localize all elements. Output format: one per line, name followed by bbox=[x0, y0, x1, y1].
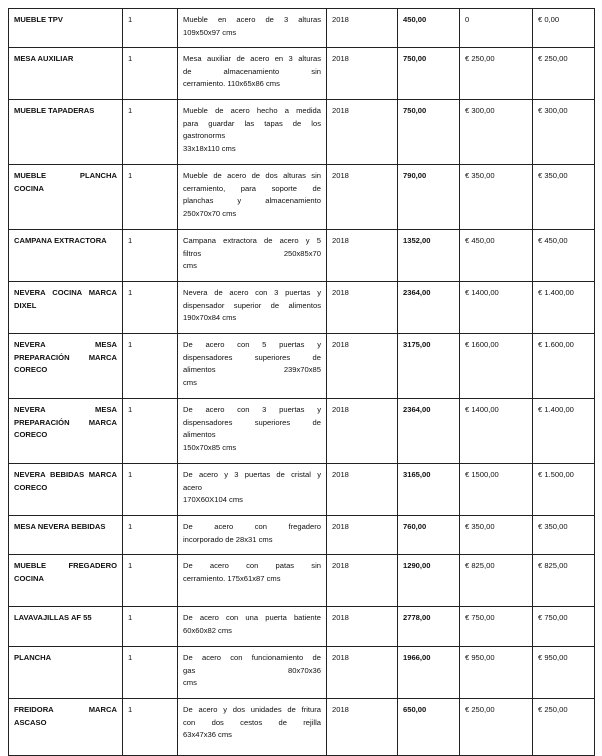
item-description bbox=[178, 699, 327, 756]
item-total: € 1.400,00 bbox=[533, 282, 595, 334]
item-year: 2018 bbox=[327, 165, 398, 230]
description-line: cms bbox=[183, 377, 197, 387]
description-line: planchas y almacenamiento bbox=[183, 196, 321, 205]
description-line: De acero con fregadero bbox=[183, 522, 321, 531]
item-description bbox=[178, 165, 327, 230]
item-description bbox=[178, 9, 327, 48]
item-total: € 1.400,00 bbox=[533, 399, 595, 464]
item-value: € 1400,00 bbox=[460, 399, 533, 464]
description-line: para guardar las tapas de los bbox=[183, 118, 321, 128]
item-name: FREIDORA MARCA ASCASO bbox=[9, 699, 123, 756]
item-price: 3165,00 bbox=[398, 464, 460, 516]
table-row bbox=[9, 282, 595, 334]
item-price: 1290,00 bbox=[398, 555, 460, 607]
item-total: € 450,00 bbox=[533, 230, 595, 282]
description-line: 109x50x97 cms bbox=[183, 27, 237, 37]
description-line: cms bbox=[183, 678, 197, 687]
description-line: incorporado de 28x31 cms bbox=[183, 534, 273, 544]
inventory-table bbox=[8, 8, 595, 756]
description-line: De acero con 5 puertas y bbox=[183, 340, 321, 349]
item-value: € 450,00 bbox=[460, 230, 533, 282]
item-description bbox=[178, 647, 327, 699]
description-line: alimentos 239x70x85 bbox=[183, 365, 321, 374]
description-line: dispensadores superiores de bbox=[183, 352, 321, 362]
description-line: gas 80x70x36 bbox=[183, 665, 321, 675]
description-line: con dos cestos de rejilla bbox=[183, 717, 321, 727]
item-total: € 350,00 bbox=[533, 165, 595, 230]
item-year: 2018 bbox=[327, 282, 398, 334]
item-year: 2018 bbox=[327, 464, 398, 516]
item-year: 2018 bbox=[327, 100, 398, 165]
item-value: € 350,00 bbox=[460, 165, 533, 230]
table-row bbox=[9, 555, 595, 607]
item-name: MUEBLE TPV bbox=[9, 9, 123, 48]
item-total: € 250,00 bbox=[533, 48, 595, 100]
description-line: 190x70x84 cms bbox=[183, 313, 237, 322]
item-price: 450,00 bbox=[398, 9, 460, 48]
item-quantity: 1 bbox=[123, 399, 178, 464]
item-value: 0 bbox=[460, 9, 533, 48]
item-name: NEVERA BEBIDAS MARCA CORECO bbox=[9, 464, 123, 516]
item-value: € 250,00 bbox=[460, 48, 533, 100]
item-description bbox=[178, 555, 327, 607]
item-price: 2364,00 bbox=[398, 399, 460, 464]
item-total: € 1.500,00 bbox=[533, 464, 595, 516]
table-row bbox=[9, 48, 595, 100]
item-total: € 1.600,00 bbox=[533, 334, 595, 399]
item-name: NEVERA COCINA MARCA DIXEL bbox=[9, 282, 123, 334]
description-line: cerramiento, para soporte de bbox=[183, 183, 321, 193]
item-value: € 950,00 bbox=[460, 647, 533, 699]
item-name: NEVERA MESA PREPARACIÓN MARCA CORECO bbox=[9, 334, 123, 399]
item-name: MUEBLE FREGADERO COCINA bbox=[9, 555, 123, 607]
description-line: De acero y dos unidades de fritura bbox=[183, 705, 321, 714]
item-value: € 300,00 bbox=[460, 100, 533, 165]
description-line: filtros 250x85x70 bbox=[183, 248, 321, 258]
description-line: 150x70x85 cms bbox=[183, 442, 237, 452]
item-value: € 1400,00 bbox=[460, 282, 533, 334]
description-line: Mueble en acero de 3 alturas bbox=[183, 15, 321, 24]
item-price: 2778,00 bbox=[398, 607, 460, 647]
item-year: 2018 bbox=[327, 516, 398, 555]
item-quantity: 1 bbox=[123, 282, 178, 334]
item-quantity: 1 bbox=[123, 699, 178, 756]
item-name: PLANCHA bbox=[9, 647, 123, 699]
item-year: 2018 bbox=[327, 230, 398, 282]
item-year: 2018 bbox=[327, 647, 398, 699]
item-price: 1352,00 bbox=[398, 230, 460, 282]
item-description bbox=[178, 334, 327, 399]
item-price: 3175,00 bbox=[398, 334, 460, 399]
item-quantity: 1 bbox=[123, 334, 178, 399]
item-quantity: 1 bbox=[123, 464, 178, 516]
item-total: € 825,00 bbox=[533, 555, 595, 607]
item-value: € 750,00 bbox=[460, 607, 533, 647]
description-line: 33x18x110 cms bbox=[183, 143, 236, 153]
item-quantity: 1 bbox=[123, 516, 178, 555]
description-line: alimentos bbox=[183, 430, 216, 439]
table-row bbox=[9, 100, 595, 165]
description-line: Mueble de acero hecho a medida bbox=[183, 106, 321, 115]
description-line: cms bbox=[183, 261, 197, 270]
description-line: De acero con una puerta batiente bbox=[183, 613, 321, 622]
item-price: 1966,00 bbox=[398, 647, 460, 699]
table-row bbox=[9, 334, 595, 399]
item-value: € 250,00 bbox=[460, 699, 533, 756]
description-line: dispensador superior de alimentos bbox=[183, 300, 321, 310]
item-total: € 350,00 bbox=[533, 516, 595, 555]
table-row bbox=[9, 230, 595, 282]
item-quantity: 1 bbox=[123, 9, 178, 48]
description-line: De acero con 3 puertas y bbox=[183, 405, 321, 414]
item-value: € 1500,00 bbox=[460, 464, 533, 516]
item-description bbox=[178, 100, 327, 165]
item-name: MESA AUXILIAR bbox=[9, 48, 123, 100]
item-total: € 300,00 bbox=[533, 100, 595, 165]
description-line: 60x60x82 cms bbox=[183, 625, 232, 635]
item-price: 750,00 bbox=[398, 100, 460, 165]
item-price: 760,00 bbox=[398, 516, 460, 555]
description-line: acero bbox=[183, 482, 202, 492]
item-total: € 950,00 bbox=[533, 647, 595, 699]
description-line: cerramiento. 110x65x86 cms bbox=[183, 79, 280, 88]
item-year: 2018 bbox=[327, 48, 398, 100]
item-year: 2018 bbox=[327, 334, 398, 399]
description-line: gastronorms bbox=[183, 131, 226, 140]
item-description bbox=[178, 282, 327, 334]
item-name: MUEBLE PLANCHA COCINA bbox=[9, 165, 123, 230]
item-name: MUEBLE TAPADERAS bbox=[9, 100, 123, 165]
item-quantity: 1 bbox=[123, 607, 178, 647]
item-quantity: 1 bbox=[123, 555, 178, 607]
description-line: cerramiento. 175x61x87 cms bbox=[183, 573, 281, 583]
item-quantity: 1 bbox=[123, 100, 178, 165]
description-line: Campana extractora de acero y 5 bbox=[183, 236, 321, 245]
table-row bbox=[9, 699, 595, 756]
table-row bbox=[9, 399, 595, 464]
item-description bbox=[178, 48, 327, 100]
description-line: Nevera de acero con 3 puertas y bbox=[183, 288, 321, 297]
item-year: 2018 bbox=[327, 9, 398, 48]
description-line: Mesa auxiliar de acero en 3 alturas bbox=[183, 54, 321, 63]
item-year: 2018 bbox=[327, 555, 398, 607]
item-total: € 750,00 bbox=[533, 607, 595, 647]
item-price: 650,00 bbox=[398, 699, 460, 756]
item-year: 2018 bbox=[327, 699, 398, 756]
description-line: De acero con funcionamiento de bbox=[183, 653, 321, 662]
item-description bbox=[178, 607, 327, 647]
description-line: 63x47x36 cms bbox=[183, 730, 232, 739]
item-name: MESA NEVERA BEBIDAS bbox=[9, 516, 123, 555]
item-price: 750,00 bbox=[398, 48, 460, 100]
item-description bbox=[178, 464, 327, 516]
item-year: 2018 bbox=[327, 399, 398, 464]
item-year: 2018 bbox=[327, 607, 398, 647]
item-name: LAVAVAJILLAS AF 55 bbox=[9, 607, 123, 647]
item-quantity: 1 bbox=[123, 230, 178, 282]
item-price: 2364,00 bbox=[398, 282, 460, 334]
item-value: € 350,00 bbox=[460, 516, 533, 555]
item-description bbox=[178, 399, 327, 464]
description-line: 170X60X104 cms bbox=[183, 495, 243, 504]
table-row bbox=[9, 516, 595, 555]
item-quantity: 1 bbox=[123, 647, 178, 699]
description-line: Mueble de acero de dos alturas sin bbox=[183, 171, 321, 180]
description-line: dispensadores superiores de bbox=[183, 417, 321, 427]
item-total: € 0,00 bbox=[533, 9, 595, 48]
table-row bbox=[9, 165, 595, 230]
item-name: CAMPANA EXTRACTORA bbox=[9, 230, 123, 282]
table-row bbox=[9, 607, 595, 647]
inventory-table-body bbox=[9, 9, 595, 756]
item-quantity: 1 bbox=[123, 48, 178, 100]
item-description bbox=[178, 230, 327, 282]
item-price: 790,00 bbox=[398, 165, 460, 230]
description-line: 250x70x70 cms bbox=[183, 208, 237, 218]
description-line: De acero con patas sin bbox=[183, 561, 321, 570]
item-name: NEVERA MESA PREPARACIÓN MARCA CORECO bbox=[9, 399, 123, 464]
table-row bbox=[9, 464, 595, 516]
item-total: € 250,00 bbox=[533, 699, 595, 756]
description-line: De acero y 3 puertas de cristal y bbox=[183, 470, 321, 479]
table-row bbox=[9, 9, 595, 48]
description-line: de almacenamiento sin bbox=[183, 66, 321, 76]
item-value: € 1600,00 bbox=[460, 334, 533, 399]
item-quantity: 1 bbox=[123, 165, 178, 230]
item-value: € 825,00 bbox=[460, 555, 533, 607]
table-row bbox=[9, 647, 595, 699]
item-description bbox=[178, 516, 327, 555]
